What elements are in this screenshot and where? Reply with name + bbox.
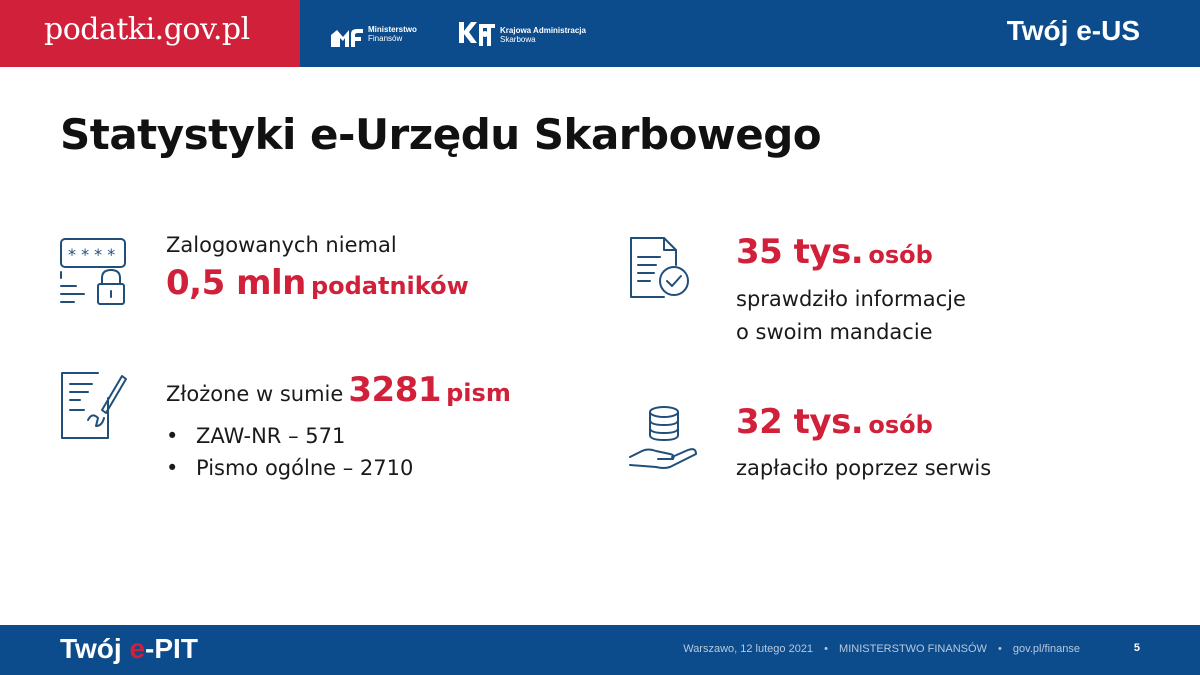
fines-unit: osób — [868, 241, 933, 269]
letters-line — [166, 370, 511, 410]
list-item — [166, 424, 345, 448]
payments-value: 32 tys. — [736, 402, 864, 442]
mf-logo-icon — [330, 26, 364, 48]
footer-url[interactable]: gov.pl/finanse — [1012, 643, 1080, 655]
kas-logo-line1: Krajowa Administracja — [500, 26, 586, 35]
payments-value-line — [736, 402, 933, 442]
page-number: 5 — [1133, 642, 1140, 654]
payments-unit: osób — [868, 411, 933, 439]
kas-logo-text — [500, 26, 586, 44]
footer-separator: • — [824, 643, 828, 655]
footer-brand[interactable] — [60, 633, 198, 665]
fines-description-line1: sprawdziło informacje — [736, 287, 966, 311]
footer-brand-e: e — [129, 633, 146, 664]
fines-value-line — [736, 232, 933, 272]
fines-value: 35 tys. — [736, 232, 864, 272]
payments-description: zapłaciło poprzez serwis — [736, 456, 992, 480]
letters-unit: pism — [446, 379, 511, 407]
list-item-text: Pismo ogólne – 2710 — [196, 456, 414, 480]
logins-value: 0,5 mln — [166, 263, 306, 303]
list-item — [166, 456, 413, 480]
footer-date: Warszawo, 12 lutego 2021 — [683, 643, 814, 655]
brand-box[interactable] — [0, 0, 300, 67]
password-lock-icon — [58, 236, 130, 306]
header-bar — [0, 0, 1200, 67]
svg-text:* * * *: * * * * — [68, 245, 116, 264]
letters-value: 3281 — [348, 370, 442, 410]
page-title: Statystyki e-Urzędu Skarbowego — [60, 110, 822, 159]
logins-label: Zalogowanych niemal — [166, 233, 397, 257]
coins-hand-icon — [628, 405, 700, 471]
footer-bar — [0, 625, 1200, 675]
footer-brand-suffix: -PIT — [145, 633, 198, 664]
bullet-icon: • — [166, 424, 179, 448]
document-check-icon — [628, 235, 692, 301]
kas-logo-line2: Skarbowa — [500, 35, 536, 44]
bullet-icon: • — [166, 456, 179, 480]
signed-document-icon — [58, 370, 130, 442]
mf-logo-text — [368, 25, 417, 43]
mf-logo-line1: Ministerstwo — [368, 25, 417, 34]
header-service-label[interactable]: Twój e-US — [1006, 15, 1140, 46]
logins-unit: podatników — [310, 272, 469, 300]
brand-text: podatki.gov.pl — [44, 12, 250, 47]
letters-label: Złożone w sumie — [166, 382, 344, 406]
logins-value-line — [166, 263, 469, 303]
footer-separator: • — [998, 643, 1002, 655]
fines-description-line2: o swoim mandacie — [736, 320, 933, 344]
kas-logo-icon — [457, 16, 497, 50]
list-item-text: ZAW-NR – 571 — [196, 424, 346, 448]
mf-logo-line2: Finansów — [368, 34, 403, 43]
footer-info — [683, 643, 1080, 655]
footer-brand-prefix: Twój — [60, 633, 130, 664]
footer-ministry: MINISTERSTWO FINANSÓW — [839, 643, 987, 655]
